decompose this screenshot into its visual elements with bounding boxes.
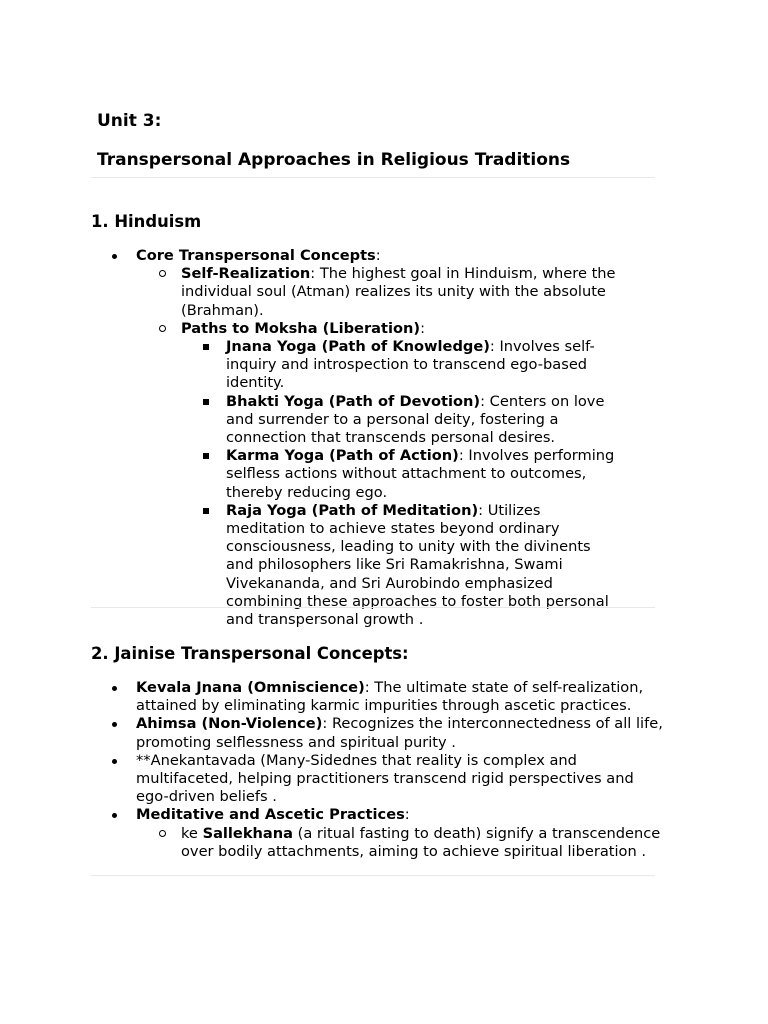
- jainism-list: [91, 679, 691, 861]
- list-item: [91, 752, 671, 807]
- sallekhana-term: Sallekhana: [202, 824, 294, 842]
- divider: [91, 177, 655, 178]
- list-item: [181, 502, 618, 629]
- list-item: [91, 806, 671, 861]
- raja-yoga-text: : Utilizes meditation to achieve states beyond ordinary consciousness, leading to unity with the divinents and philosophers like Sri Ramakrishna, Swami Vivekananda, and Sri Aurobindo emphasized combining these approaches to foster both personal and transpersonal growth .: [226, 501, 609, 629]
- raja-yoga-term: Raja Yoga (Path of Meditation): [226, 501, 479, 519]
- bullet-icon: [112, 254, 117, 259]
- bhakti-yoga-term: Bhakti Yoga (Path of Devotion): [226, 392, 481, 410]
- paths-term: Paths to Moksha (Liberation): [181, 319, 421, 337]
- list-item: [136, 265, 646, 320]
- anekantavada-text: **Anekantavada (Many-Sidednes that reality is complex and multifaceted, helping practitioners transcend rigid perspectives and ego-driven beliefs .: [136, 751, 634, 806]
- square-bullet-icon: [203, 399, 209, 405]
- circle-bullet-icon: [159, 270, 166, 277]
- bullet-icon: [112, 759, 117, 764]
- circle-bullet-icon: [159, 325, 166, 332]
- square-bullet-icon: [203, 344, 209, 350]
- square-bullet-icon: [203, 453, 209, 459]
- bhakti-yoga-text: : Centers on love and surrender to a personal deity, fostering a connection that transcends personal desires.: [226, 392, 605, 447]
- jnana-yoga-term: Jnana Yoga (Path of Knowledge): [226, 338, 490, 356]
- self-realization-text: : The highest goal in Hinduism, where the individual soul (Atman) realizes its unity with the absolute (Brahman).: [181, 265, 616, 319]
- karma-yoga-text: : Involves performing selfless actions without attachment to outcomes, thereby reducing ego.: [226, 447, 615, 501]
- meditative-colon: :: [404, 806, 410, 824]
- paths-colon: :: [420, 319, 425, 337]
- hinduism-list: [91, 247, 691, 629]
- list-item: [136, 320, 646, 629]
- karma-yoga-term: Karma Yoga (Path of Action): [226, 447, 459, 465]
- core-concepts-colon: :: [375, 247, 381, 264]
- section-heading-hinduism: 1. Hinduism: [91, 212, 202, 231]
- kevala-jnana-text: : The ultimate state of self-realization, attained by eliminating karmic impurities through ascetic practices.: [136, 679, 644, 715]
- square-bullet-icon: [203, 508, 209, 514]
- list-item: [91, 679, 671, 715]
- self-realization-term: Self-Realization: [181, 265, 311, 283]
- ahimsa-text: : Recognizes the interconnectedness of all life, promoting selflessness and spiritual purity .: [136, 715, 663, 751]
- sallekhana-prefix: ke: [181, 824, 203, 842]
- sallekhana-text: (a ritual fasting to death) signify a transcendence over bodily attachments, aiming to achieve spiritual liberation .: [181, 824, 661, 860]
- list-item: [91, 715, 671, 751]
- list-item: [181, 338, 618, 393]
- jnana-yoga-text: : Involves self-inquiry and introspection to transcend ego-based identity.: [226, 338, 595, 392]
- bullet-icon: [112, 813, 117, 818]
- divider: [91, 607, 655, 608]
- list-item: [136, 825, 676, 861]
- bullet-icon: [112, 722, 117, 727]
- kevala-jnana-term: Kevala Jnana (Omniscience): [136, 679, 365, 696]
- list-item: [181, 447, 618, 502]
- list-item: [181, 393, 618, 448]
- meditative-term: Meditative and Ascetic Practices: [136, 806, 405, 824]
- circle-bullet-icon: [159, 830, 166, 837]
- list-item: [91, 247, 691, 629]
- ahimsa-term: Ahimsa (Non-Violence): [136, 715, 323, 733]
- core-concepts-term: Core Transpersonal Concepts: [136, 247, 376, 264]
- section-heading-jainism: 2. Jainise Transpersonal Concepts:: [91, 644, 409, 663]
- divider: [91, 875, 655, 876]
- unit-label: Unit 3:: [97, 111, 162, 131]
- bullet-icon: [112, 686, 117, 691]
- page-title: Transpersonal Approaches in Religious Traditions: [97, 150, 571, 170]
